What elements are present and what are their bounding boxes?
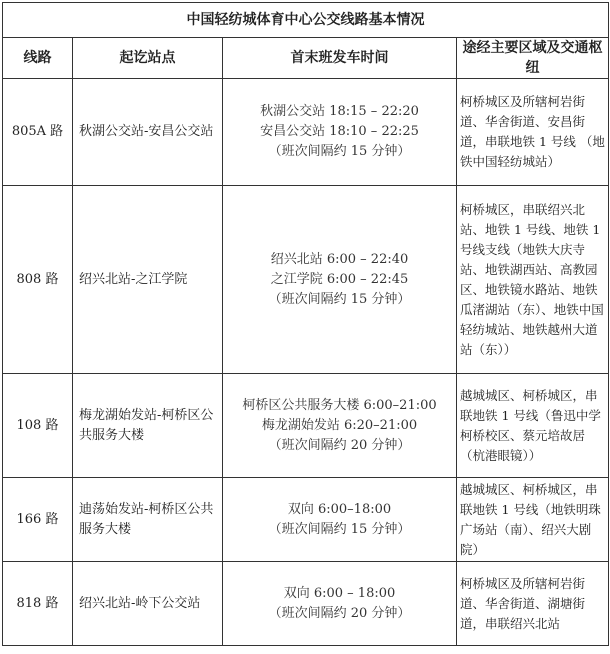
times-cell — [223, 478, 457, 562]
areas-cell: 柯桥城区，串联绍兴北站、地铁 1 号线、地铁 1 号线支线（地铁大庆寺站、地铁湖西站、高教园区、地铁镜水路站、地铁瓜渚湖站（东）、地铁中国轻纺城站、地铁越州大道站（东）） — [457, 186, 609, 374]
areas-cell: 越城城区、柯桥城区，串联地铁 1 号线（鲁迅中学柯桥校区、蔡元培故居（杭港眼镜）） — [457, 374, 609, 478]
time-line: 之江学院 6:00 – 22:45 — [270, 271, 409, 287]
areas-cell: 柯桥城区及所辖柯岩街道、华舍街道、湖塘街道，串联绍兴北站 — [457, 562, 609, 646]
header-route: 线路 — [3, 38, 73, 79]
time-line: 安昌公交站 18:10 – 22:25 — [260, 124, 419, 139]
times-cell — [223, 562, 457, 646]
time-line: （班次间隔约 15 分钟） — [268, 144, 411, 159]
table-title: 中国轻纺城体育中心公交线路基本情况 — [3, 3, 609, 38]
table-row — [3, 79, 609, 186]
time-line: （班次间隔约 15 分钟） — [268, 291, 411, 307]
table-row — [3, 562, 609, 646]
time-line: 秋湖公交站 18:15 – 22:20 — [260, 104, 419, 119]
header-stops: 起讫站点 — [73, 38, 223, 79]
areas-cell: 柯桥城区及所辖柯岩街道、华舍街道、安昌街道，串联地铁 1 号线 （地铁中国轻纺城站） — [457, 79, 609, 186]
stops-cell: 梅龙湖始发站-柯桥区公共服务大楼 — [73, 374, 223, 478]
route-cell: 808 路 — [3, 186, 73, 374]
stops-cell: 秋湖公交站-安昌公交站 — [73, 79, 223, 186]
time-line: 梅龙湖始发站 6:20–21:00 — [261, 417, 418, 433]
stops-cell: 绍兴北站-岭下公交站 — [73, 562, 223, 646]
times-cell — [223, 79, 457, 186]
stops-cell: 迪荡始发站-柯桥区公共服务大楼 — [73, 478, 223, 562]
route-cell: 108 路 — [3, 374, 73, 478]
route-cell: 805A 路 — [3, 79, 73, 186]
header-times: 首末班发车时间 — [223, 38, 457, 79]
time-line: （班次间隔约 20 分钟） — [268, 605, 411, 621]
time-line: 柯桥区公共服务大楼 6:00–21:00 — [242, 397, 437, 413]
times-cell — [223, 186, 457, 374]
areas-cell: 越城城区、柯桥城区，串联地铁 1 号线（地铁明珠广场站（南）、绍兴大剧院） — [457, 478, 609, 562]
time-line: （班次间隔约 15 分钟） — [268, 521, 411, 537]
time-line: 双向 6:00–18:00 — [287, 501, 392, 517]
table-row — [3, 186, 609, 374]
route-cell: 166 路 — [3, 478, 73, 562]
bus-routes-table — [2, 2, 609, 646]
times-cell — [223, 374, 457, 478]
table-row — [3, 374, 609, 478]
header-areas: 途经主要区域及交通枢纽 — [457, 38, 609, 79]
table-row — [3, 478, 609, 562]
time-line: 绍兴北站 6:00 – 22:40 — [270, 251, 409, 267]
route-cell: 818 路 — [3, 562, 73, 646]
stops-cell: 绍兴北站-之江学院 — [73, 186, 223, 374]
time-line: （班次间隔约 20 分钟） — [268, 437, 411, 453]
time-line: 双向 6:00 – 18:00 — [283, 585, 396, 601]
